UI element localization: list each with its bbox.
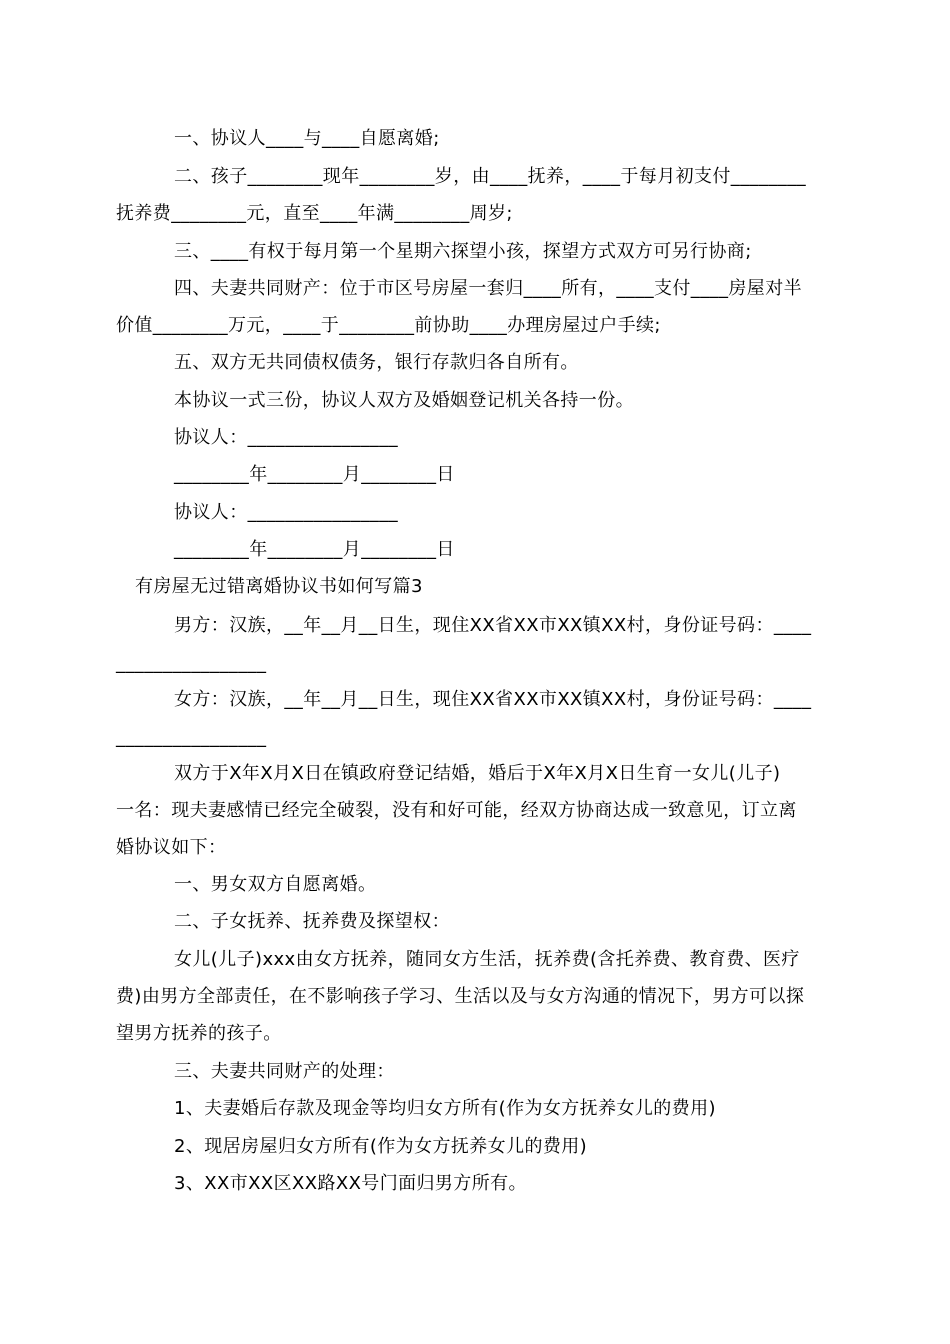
signatory-1-line: 协议人：________________ (174, 427, 398, 448)
clause-4-line-1: 四、夫妻共同财产：位于市区号房屋一套归____所有，____支付____房屋对半 (174, 278, 802, 299)
custody-line-3: 望男方抚养的孩子。 (116, 1023, 282, 1044)
custody-line-2: 费)由男方全部责任，在不影响孩子学习、生活以及与女方沟通的情况下，男方可以探 (116, 986, 805, 1007)
copies-statement: 本协议一式三份，协议人双方及婚姻登记机关各持一份。 (174, 390, 634, 411)
marriage-paragraph-line-2: 一名：现夫妻感情已经完全破裂，没有和好可能，经双方协商达成一致意见，订立离 (116, 800, 797, 821)
clause-3-line: 三、____有权于每月第一个星期六探望小孩，探望方式双方可另行协商; (174, 241, 752, 262)
wife-info-line-2: ________________ (116, 727, 267, 748)
clause-2-line-1: 二、孩子________现年________岁，由____抚养，____于每月初支付________ (174, 166, 806, 187)
clause-2-line-2: 抚养费________元，直至____年满________周岁; (116, 203, 513, 224)
property-item-3: 3、XX市XX区XX路XX号门面归男方所有。 (174, 1173, 527, 1194)
custody-line-1: 女儿(儿子)xxx由女方抚养，随同女方生活，抚养费(含托养费、教育费、医疗 (174, 949, 800, 970)
signatory-2-line: 协议人：________________ (174, 502, 398, 523)
property-item-1: 1、夫妻婚后存款及现金等均归女方所有(作为女方抚养女儿的费用) (174, 1098, 716, 1119)
property-item-2: 2、现居房屋归女方所有(作为女方抚养女儿的费用) (174, 1136, 588, 1157)
date-1-line: ________年________月________日 (174, 464, 455, 485)
date-2-line: ________年________月________日 (174, 539, 455, 560)
clause-1-line: 一、协议人____与____自愿离婚; (174, 128, 440, 149)
marriage-paragraph-line-1: 双方于X年X月X日在镇政府登记结婚，婚后于X年X月X日生育一女儿(儿子) (174, 763, 781, 784)
marriage-paragraph-line-3: 婚协议如下： (116, 837, 227, 858)
husband-info-line-1: 男方：汉族，__年__月__日生，现住XX省XX市XX镇XX村，身份证号码：____ (174, 615, 812, 636)
husband-info-line-2: ________________ (116, 653, 267, 674)
clause-4-line-2: 价值________万元，____于________前协助____办理房屋过户手续; (116, 315, 661, 336)
wife-info-line-1: 女方：汉族，__年__月__日生，现住XX省XX市XX镇XX村，身份证号码：____ (174, 689, 812, 710)
item-2-heading: 二、子女抚养、抚养费及探望权： (174, 911, 450, 932)
item-1-line: 一、男女双方自愿离婚。 (174, 874, 377, 895)
clause-5-line: 五、双方无共同债权债务，银行存款归各自所有。 (174, 352, 579, 373)
item-3-heading: 三、夫妻共同财产的处理： (174, 1061, 395, 1082)
section-title: 有房屋无过错离婚协议书如何写篇3 (135, 576, 423, 597)
